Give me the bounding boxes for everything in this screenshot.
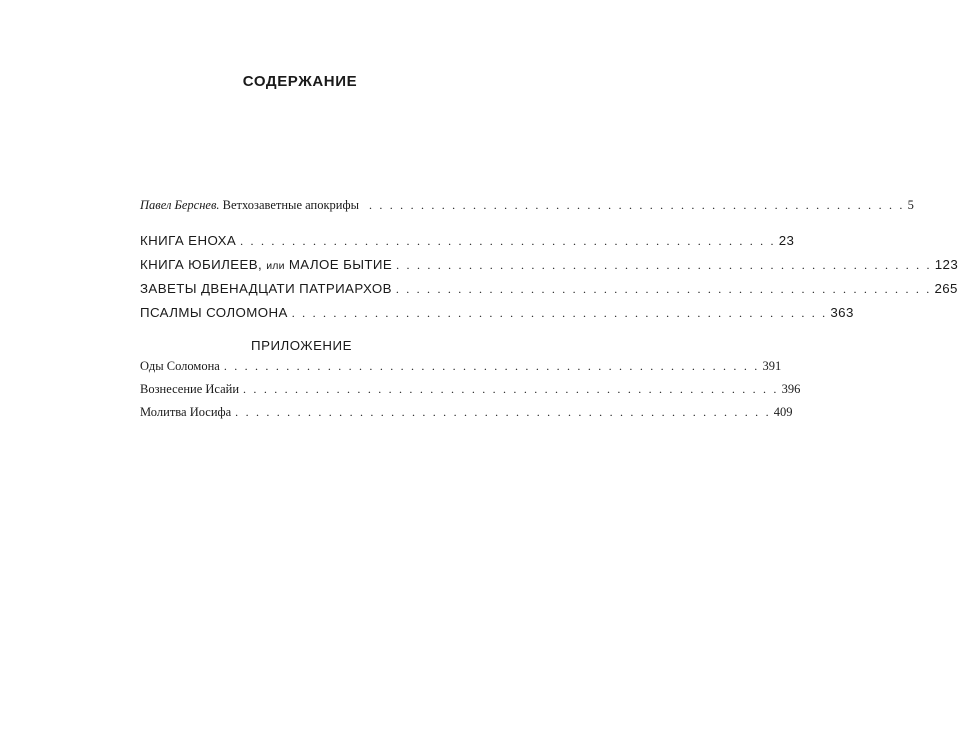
toc-entry-title: ЗАВЕТЫ ДВЕНАДЦАТИ ПАТРИАРХОВ xyxy=(140,281,392,296)
toc-appendix-entries xyxy=(140,359,801,428)
leader-dots: . . . . . . . . . . . . . . . . . . . . . . . . . . . . . . . . . . . . . . . . . . . . . . . . . . . . xyxy=(395,282,932,296)
toc-entry-jubilees xyxy=(140,257,958,281)
leader-dots: . . . . . . . . . . . . . . . . . . . . . . . . . . . . . . . . . . . . . . . . . . . . . . . . . . . . xyxy=(223,359,760,373)
toc-entry-title: КНИГА ЕНОХА xyxy=(140,233,237,248)
toc-entry-enoch xyxy=(140,233,795,257)
toc-entry-ascension xyxy=(140,382,801,405)
toc-entry-title: Вознесение Исайи xyxy=(140,382,240,396)
toc-page-number: 363 xyxy=(830,305,854,320)
leader-dots: . . . . . . . . . . . . . . . . . . . . . . . . . . . . . . . . . . . . . . . . . . . . . . . . . . . . xyxy=(235,405,771,419)
leader-dots: . . . . . . . . . . . . . . . . . . . . . . . . . . . . . . . . . . . . . . . . . . . . . . . . . . . . xyxy=(291,306,828,320)
toc-entry-psalms xyxy=(140,305,854,329)
toc-intro xyxy=(140,198,914,213)
toc-entry-prayer xyxy=(140,405,793,428)
toc-title-part: КНИГА ЮБИЛЕЕВ, xyxy=(140,257,263,272)
toc-entry-title: Оды Соломона xyxy=(140,359,220,373)
toc-title-part: МАЛОЕ БЫТИЕ xyxy=(288,257,393,272)
toc-page-number: 265 xyxy=(934,281,958,296)
toc-page-number: 391 xyxy=(762,359,782,373)
toc-entry-title xyxy=(140,257,392,272)
contents-heading: СОДЕРЖАНИЕ xyxy=(242,73,358,90)
toc-title-small: или xyxy=(266,260,285,272)
toc-page-number: 5 xyxy=(907,198,914,212)
leader-dots: . . . . . . . . . . . . . . . . . . . . . . . . . . . . . . . . . . . . . . . . . . . . . . . . . . . . xyxy=(368,198,905,212)
toc-page-number: 123 xyxy=(934,257,958,272)
toc-page-number: 396 xyxy=(781,382,801,396)
toc-page-number: 409 xyxy=(773,405,793,419)
toc-entry-label xyxy=(140,198,359,213)
leader-dots: . . . . . . . . . . . . . . . . . . . . . . . . . . . . . . . . . . . . . . . . . . . . . . . . . . . . xyxy=(243,382,779,396)
toc-entry-testaments xyxy=(140,281,958,305)
leader-dots: . . . . . . . . . . . . . . . . . . . . . . . . . . . . . . . . . . . . . . . . . . . . . . . . . . . . xyxy=(240,234,776,248)
toc-entry-title: ПСАЛМЫ СОЛОМОНА xyxy=(140,305,288,320)
toc-entry-title: Ветхозаветные апокрифы xyxy=(222,198,359,212)
toc-entry-intro xyxy=(140,198,914,213)
leader-dots: . . . . . . . . . . . . . . . . . . . . . . . . . . . . . . . . . . . . . . . . . . . . . . . . . . . . xyxy=(396,258,932,272)
appendix-heading: ПРИЛОЖЕНИЕ xyxy=(251,338,352,353)
toc-entry-odes xyxy=(140,359,782,382)
toc-main-entries xyxy=(140,233,958,329)
toc-author: Павел Берснев. xyxy=(140,198,220,212)
toc-page-number: 23 xyxy=(778,233,795,248)
toc-entry-title: Молитва Иосифа xyxy=(140,405,232,419)
